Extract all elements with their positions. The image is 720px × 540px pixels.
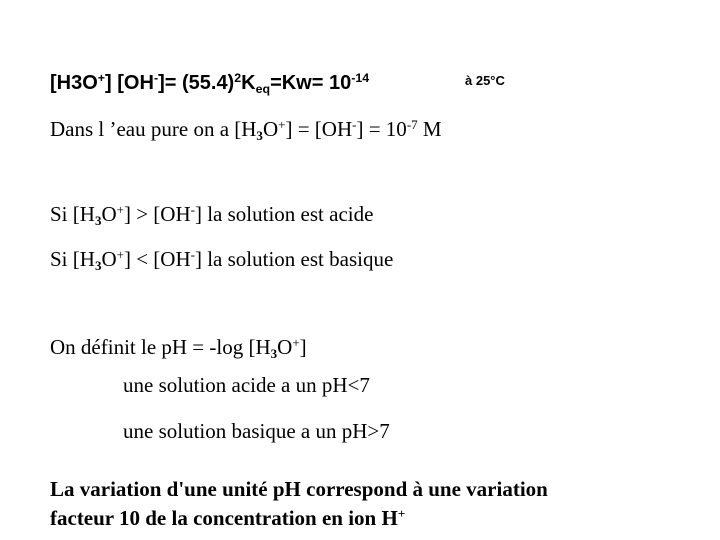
- basic-condition-text: Si [H: [50, 247, 95, 271]
- pure-water-o: O: [262, 117, 279, 141]
- pure-water-minus: -: [352, 116, 357, 132]
- ph-definition-end: ]: [299, 335, 307, 359]
- acid-ph-text: une solution acide a un pH<7: [123, 373, 370, 397]
- variation-plus: +: [397, 505, 406, 521]
- equation-part-h3o: [H3O: [50, 72, 98, 94]
- pure-water-value: ] = 10: [356, 117, 407, 141]
- equation-plus-charge: +: [97, 71, 106, 86]
- basic-condition-plus: +: [116, 246, 124, 262]
- temperature-note: [465, 74, 505, 87]
- temperature-text: à 25°C: [465, 73, 505, 88]
- ph-definition-plus: +: [292, 334, 300, 350]
- ph-definition-text: On définit le pH = -log [H: [50, 335, 271, 359]
- basic-condition-end: ] la solution est basique: [194, 247, 394, 271]
- pure-water-text: Dans l ’eau pure on a [H: [50, 117, 257, 141]
- equation-minus-charge: -: [153, 71, 159, 86]
- equation-square-exponent: 2: [234, 71, 242, 86]
- acid-condition-end: ] la solution est acide: [194, 202, 374, 226]
- equation-k: K: [241, 72, 256, 94]
- equation-eq-subscript: eq: [255, 82, 271, 97]
- variation-line-2: [50, 505, 406, 530]
- ph-definition-o: O: [277, 335, 293, 359]
- equation-part-oh: ] [OH: [105, 72, 154, 94]
- acid-condition-mid: ] > [OH: [123, 202, 191, 226]
- acid-condition-minus: -: [190, 201, 195, 217]
- pure-water-line: [50, 116, 442, 143]
- basic-ph-line: [123, 421, 390, 442]
- variation-line-1: [50, 479, 548, 500]
- basic-condition-sub3: 3: [94, 257, 102, 273]
- acid-condition-sub3: 3: [94, 212, 102, 228]
- variation-text-1: La variation d'une unité pH correspond à une variation: [50, 477, 548, 501]
- pure-water-mid: ] = [OH: [285, 117, 353, 141]
- basic-condition-line: [50, 246, 394, 273]
- variation-text-2: facteur 10 de la concentration en ion H: [50, 506, 398, 530]
- pure-water-exponent: -7: [406, 116, 418, 132]
- basic-condition-mid: ] < [OH: [123, 247, 191, 271]
- pure-water-sub3: 3: [256, 127, 263, 143]
- basic-ph-text: une solution basique a un pH>7: [123, 419, 390, 443]
- equation-part-water-conc: ]= (55.4): [158, 72, 235, 94]
- equation-kw-value: =Kw= 10: [270, 72, 352, 94]
- pure-water-plus: +: [278, 116, 286, 132]
- equation-kw-exponent: -14: [351, 71, 370, 86]
- basic-condition-minus: -: [190, 246, 195, 262]
- ionic-product-equation: [50, 71, 370, 97]
- acid-condition-line: [50, 201, 374, 228]
- acid-ph-line: [123, 375, 370, 396]
- pure-water-unit: M: [417, 117, 442, 141]
- basic-condition-o: O: [101, 247, 117, 271]
- acid-condition-o: O: [101, 202, 117, 226]
- acid-condition-text: Si [H: [50, 202, 95, 226]
- ph-definition-sub3: 3: [270, 345, 278, 361]
- acid-condition-plus: +: [116, 201, 124, 217]
- ph-definition-line: [50, 334, 307, 361]
